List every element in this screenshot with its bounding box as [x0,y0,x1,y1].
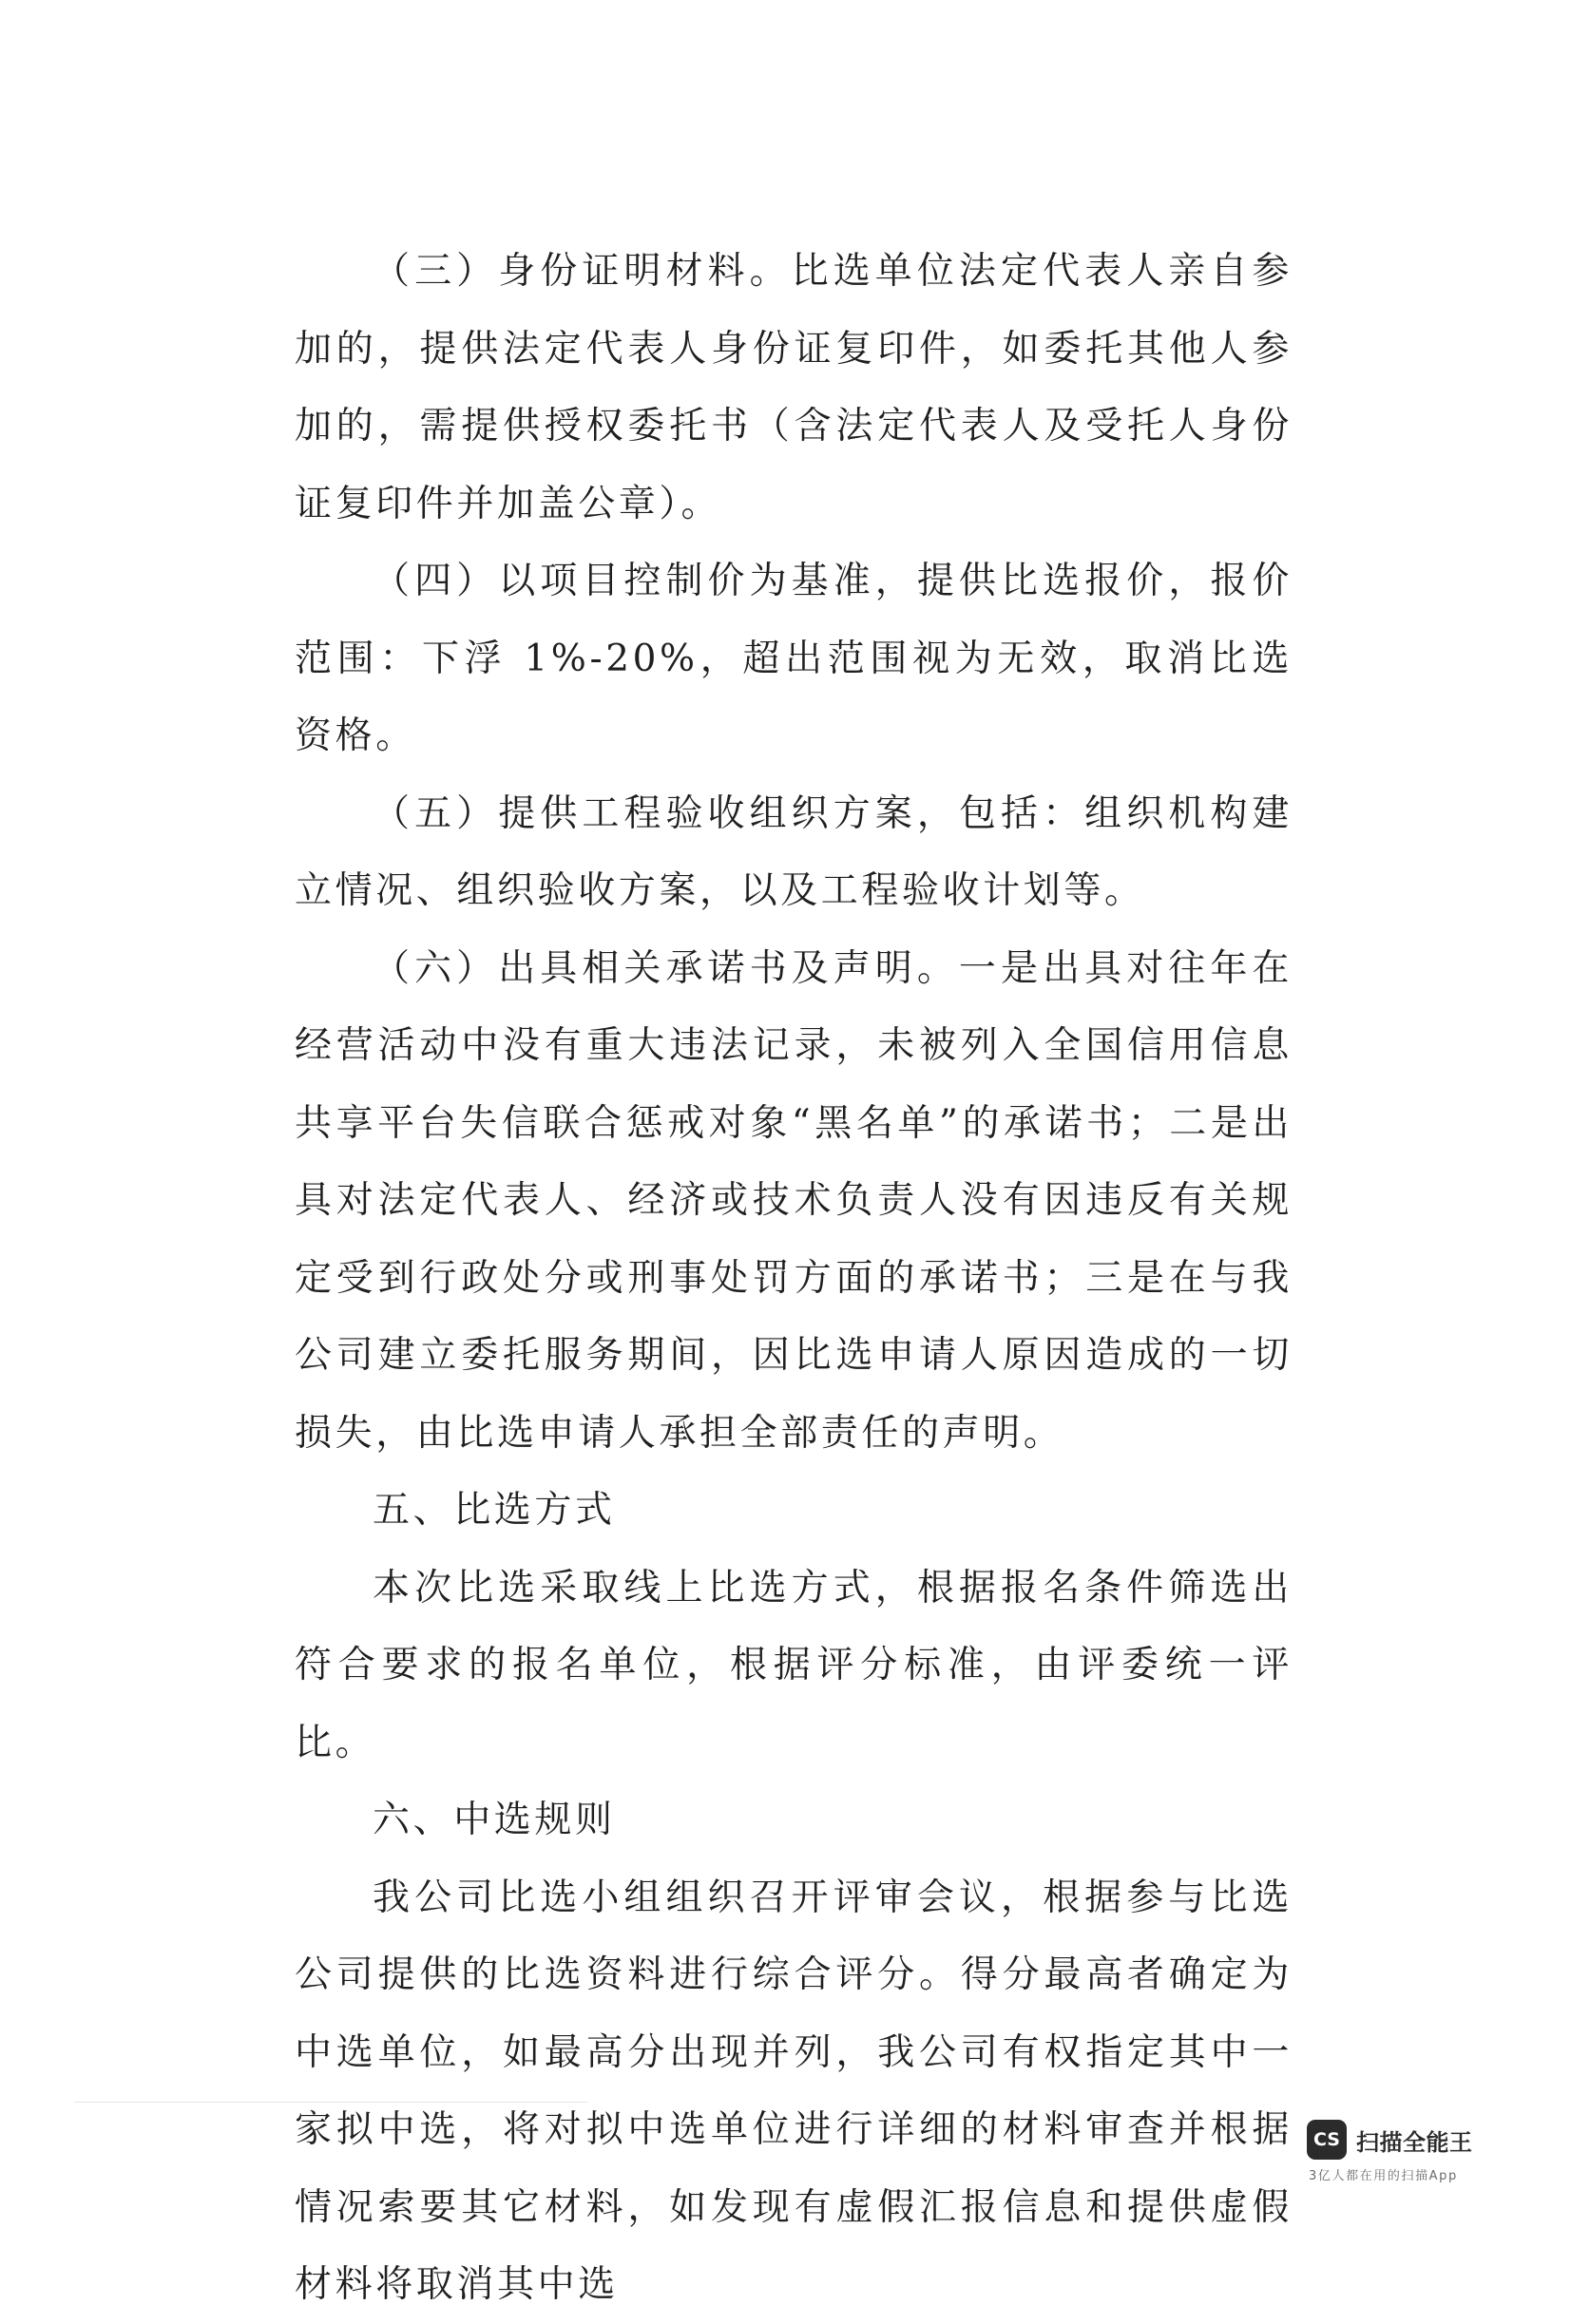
watermark-tagline: 3亿人都在用的扫描App [1309,2169,1458,2183]
scan-edge-line [74,2102,587,2103]
paragraph-price-quote: （四）以项目控制价为基准，提供比选报价，报价范围：下浮 1%-20%，超出范围视为无效，取消比选资格。 [295,560,1293,757]
camscanner-logo-icon: CS [1307,2120,1347,2160]
paragraph-selection-rules: 我公司比选小组组织召开评审会议，根据参与比选公司提供的比选资料进行综合评分。得分最高者确定为中选单位，如最高分出现并列，我公司有权指定其中一家拟中选，将对拟中选单位进行详细的材料审查并根据情况索要其它材料，如发现有虚假汇报信息和提供虚假材料将取消其中选 [295,1876,1293,2306]
paragraph-commitment-letters: （六）出具相关承诺书及声明。一是出具对往年在经营活动中没有重大违法记录，未被列入全国信用信息共享平台失信联合惩戒对象“黑名单”的承诺书；二是出具对法定代表人、经济或技术负责人没有因违反有关规定受到行政处分或刑事处罚方面的承诺书；三是在与我公司建立委托服务期间，因比选申请人原因造成的一切损失，由比选申请人承担全部责任的声明。 [295,946,1293,1455]
paragraph-acceptance-plan: （五）提供工程验收组织方案，包括：组织机构建立情况、组织验收方案，以及工程验收计划等。 [295,791,1293,912]
scanner-watermark [1307,2120,1516,2196]
watermark-app-name: 扫描全能王 [1356,2128,1473,2156]
document-body [295,233,1293,2324]
paragraph-selection-method: 本次比选采取线上比选方式，根据报名条件筛选出符合要求的报名单位，根据评分标准，由评委统一评比。 [295,1566,1293,1764]
section-heading-selection-rules: 六、中选规则 [373,1799,616,1841]
paragraph-identity-materials: （三）身份证明材料。比选单位法定代表人亲自参加的，提供法定代表人身份证复印件，如委托其他人参加的，需提供授权委托书（含法定代表人及受托人身份证复印件并加盖公章）。 [295,250,1293,525]
section-heading-selection-method: 五、比选方式 [373,1489,616,1532]
